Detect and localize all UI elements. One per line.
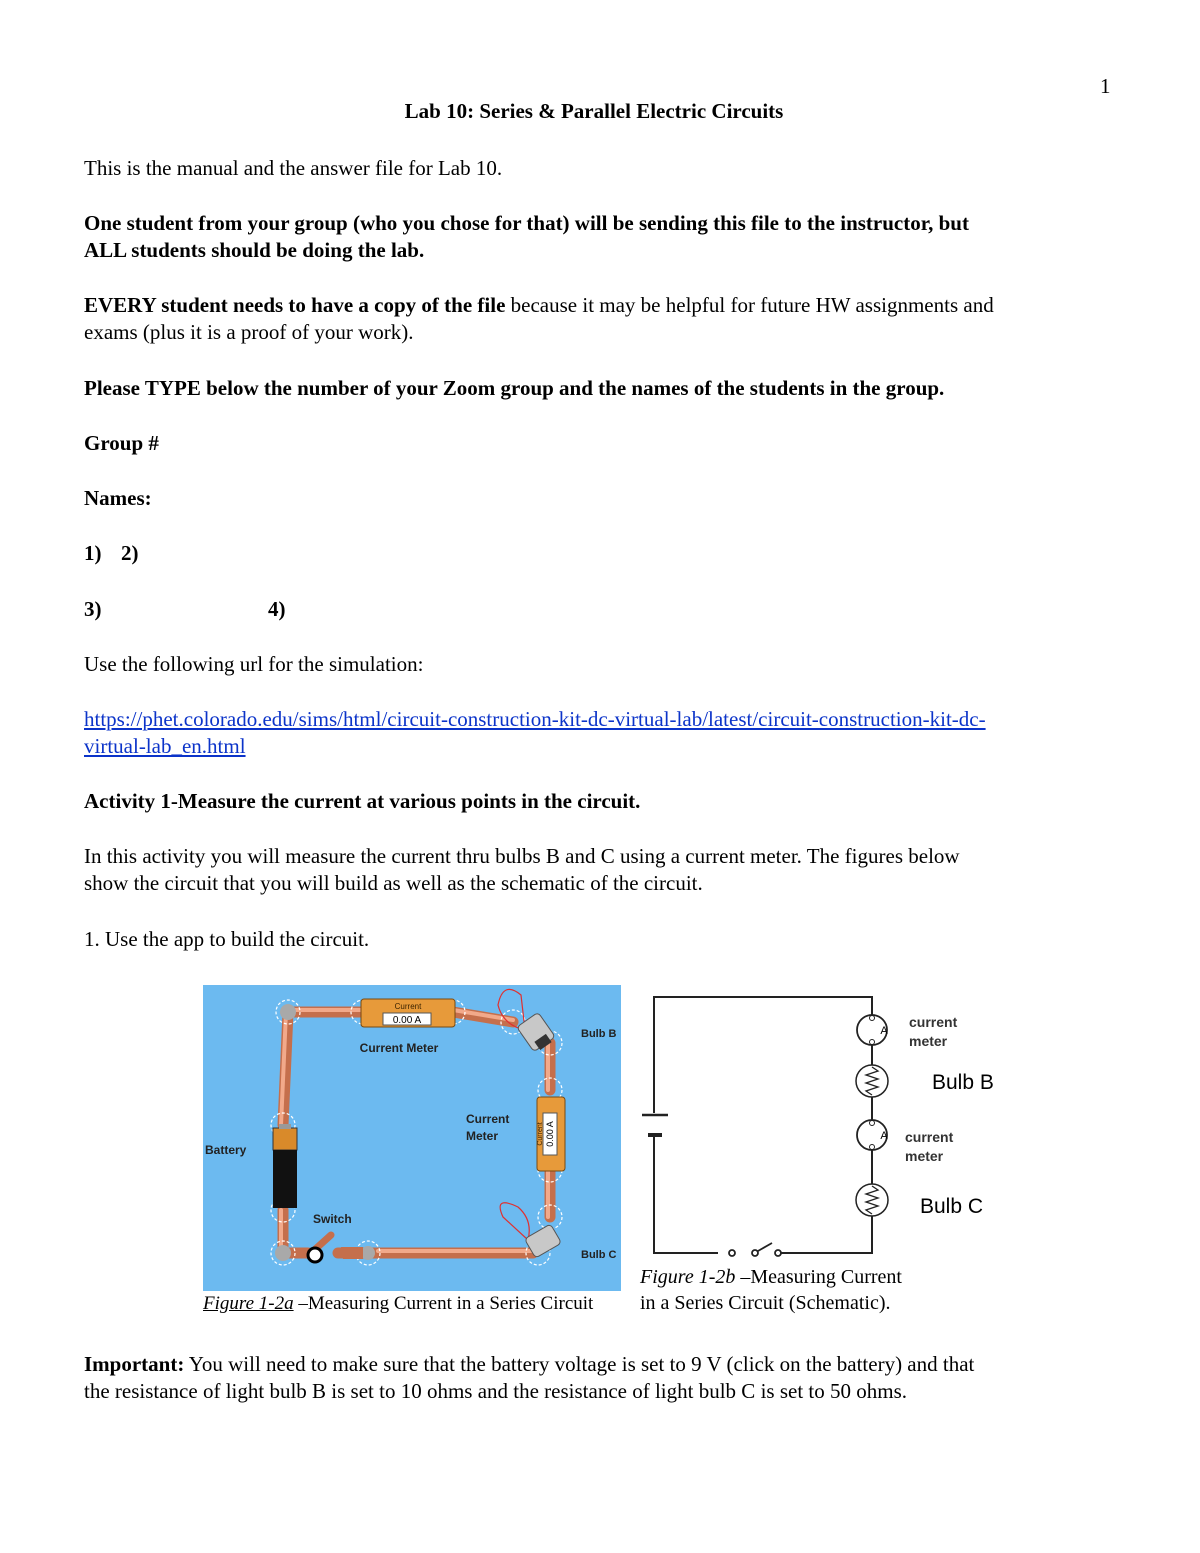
meter-right-title: Current: [537, 1122, 544, 1146]
schematic-bulb-b-label: Bulb B: [932, 1071, 994, 1094]
important-label: Important:: [84, 1352, 185, 1376]
bulb-c-label: Bulb C: [581, 1249, 617, 1261]
battery[interactable]: [273, 1124, 297, 1208]
figure-1-2a-caption-text: –Measuring Current in a Series Circuit: [293, 1293, 594, 1314]
intro-text: This is the manual and the answer file for Lab 10.: [84, 156, 503, 180]
step-1: 1. Use the app to build the circuit.: [84, 927, 370, 951]
figure-1-2b-caption-label: Figure 1-2b: [640, 1266, 736, 1288]
ammeter-2-symbol: A: [880, 1130, 888, 1142]
switch-label: Switch: [313, 1212, 352, 1226]
schematic-meter-label-1a: current: [909, 1014, 958, 1030]
important-text-1: You will need to make sure that the battery voltage is set to 9 V (click on the battery) and that: [184, 1352, 975, 1376]
group-label: Group #: [84, 431, 159, 455]
current-meter-right[interactable]: [537, 1097, 565, 1171]
bulb-b-label: Bulb B: [581, 1028, 617, 1040]
name-slot-4: 4): [268, 597, 286, 621]
simulation-link-1[interactable]: https://phet.colorado.edu/sims/html/circuit-construction-kit-dc-virtual-lab/latest/circuit-construction-kit-dc-: [84, 707, 986, 731]
instruction-2-rest: because it may be helpful for future HW assignments and: [505, 293, 994, 317]
schematic-wires: [654, 997, 872, 1253]
meter-top-label: Current Meter: [359, 1041, 439, 1055]
schematic-meter-label-1b: meter: [909, 1033, 948, 1049]
simulation-link-2[interactable]: virtual-lab_en.html: [84, 734, 246, 758]
name-slot-3: 3): [84, 597, 102, 621]
url-intro: Use the following url for the simulation:: [84, 652, 424, 676]
meter-right-label-2: Meter: [466, 1129, 499, 1143]
schematic-switch: [729, 1243, 781, 1256]
figure-1-2b-caption-line-1: [640, 1266, 902, 1289]
schematic-meter-label-2b: meter: [905, 1148, 944, 1164]
instruction-1-line-2: ALL students should be doing the lab.: [84, 238, 425, 262]
current-meter-top[interactable]: [361, 999, 455, 1027]
figure-1-2b-caption-line-2: in a Series Circuit (Schematic).: [640, 1292, 891, 1314]
page-number: 1: [1100, 74, 1111, 98]
instruction-2-bold: EVERY student needs to have a copy of the file: [84, 293, 506, 317]
ammeter-1: [857, 1015, 888, 1045]
names-label: Names:: [84, 486, 152, 510]
page-title: Lab 10: Series & Parallel Electric Circuits: [404, 99, 784, 123]
ammeter-1-symbol: A: [880, 1025, 888, 1037]
meter-right-label-1: Current: [466, 1112, 510, 1126]
figure-1-2b-caption-text-1: –Measuring Current: [735, 1266, 902, 1288]
simulation-url-line-2[interactable]: [84, 733, 246, 760]
schematic-battery: [642, 1115, 668, 1135]
figure-1-2a-caption: [203, 1293, 593, 1315]
activity-desc-line-2: show the circuit that you will build as well as the schematic of the circuit.: [84, 871, 703, 895]
activity-desc-line-1: In this activity you will measure the current thru bulbs B and C using a current meter. The figures below: [84, 844, 960, 868]
instruction-1-line-1: One student from your group (who you chose for that) will be sending this file to the instructor, but: [84, 211, 969, 235]
battery-label: Battery: [205, 1143, 247, 1157]
instruction-3: Please TYPE below the number of your Zoom group and the names of the students in the group.: [84, 376, 945, 400]
instruction-2-line-2: exams (plus it is a proof of your work).: [84, 320, 414, 344]
name-slot-1: 1): [84, 541, 102, 565]
important-line-1: [84, 1351, 974, 1378]
name-slot-2: 2): [121, 541, 139, 565]
schematic-bulb-c: [856, 1184, 888, 1216]
ammeter-2: [857, 1120, 888, 1150]
meter-top-value: 0.00 A: [392, 1015, 422, 1026]
instruction-2-line-1: [84, 292, 994, 319]
schematic-bulb-b: [856, 1065, 888, 1097]
figure-1-2b-schematic: [640, 985, 1020, 1265]
schematic-meter-label-2a: current: [905, 1129, 954, 1145]
meter-right-value: 0.00 A: [545, 1121, 555, 1147]
figure-1-2a-simulation: [203, 985, 621, 1291]
schematic-bulb-c-label: Bulb C: [920, 1195, 984, 1218]
activity-title: Activity 1-Measure the current at various points in the circuit.: [84, 789, 641, 813]
important-line-2: the resistance of light bulb B is set to 10 ohms and the resistance of light bulb C is set to 50 ohms.: [84, 1379, 907, 1403]
meter-top-title: Current: [394, 1002, 422, 1011]
figure-1-2a-caption-label: Figure 1-2a: [203, 1293, 294, 1314]
simulation-url-line-1[interactable]: [84, 706, 986, 733]
